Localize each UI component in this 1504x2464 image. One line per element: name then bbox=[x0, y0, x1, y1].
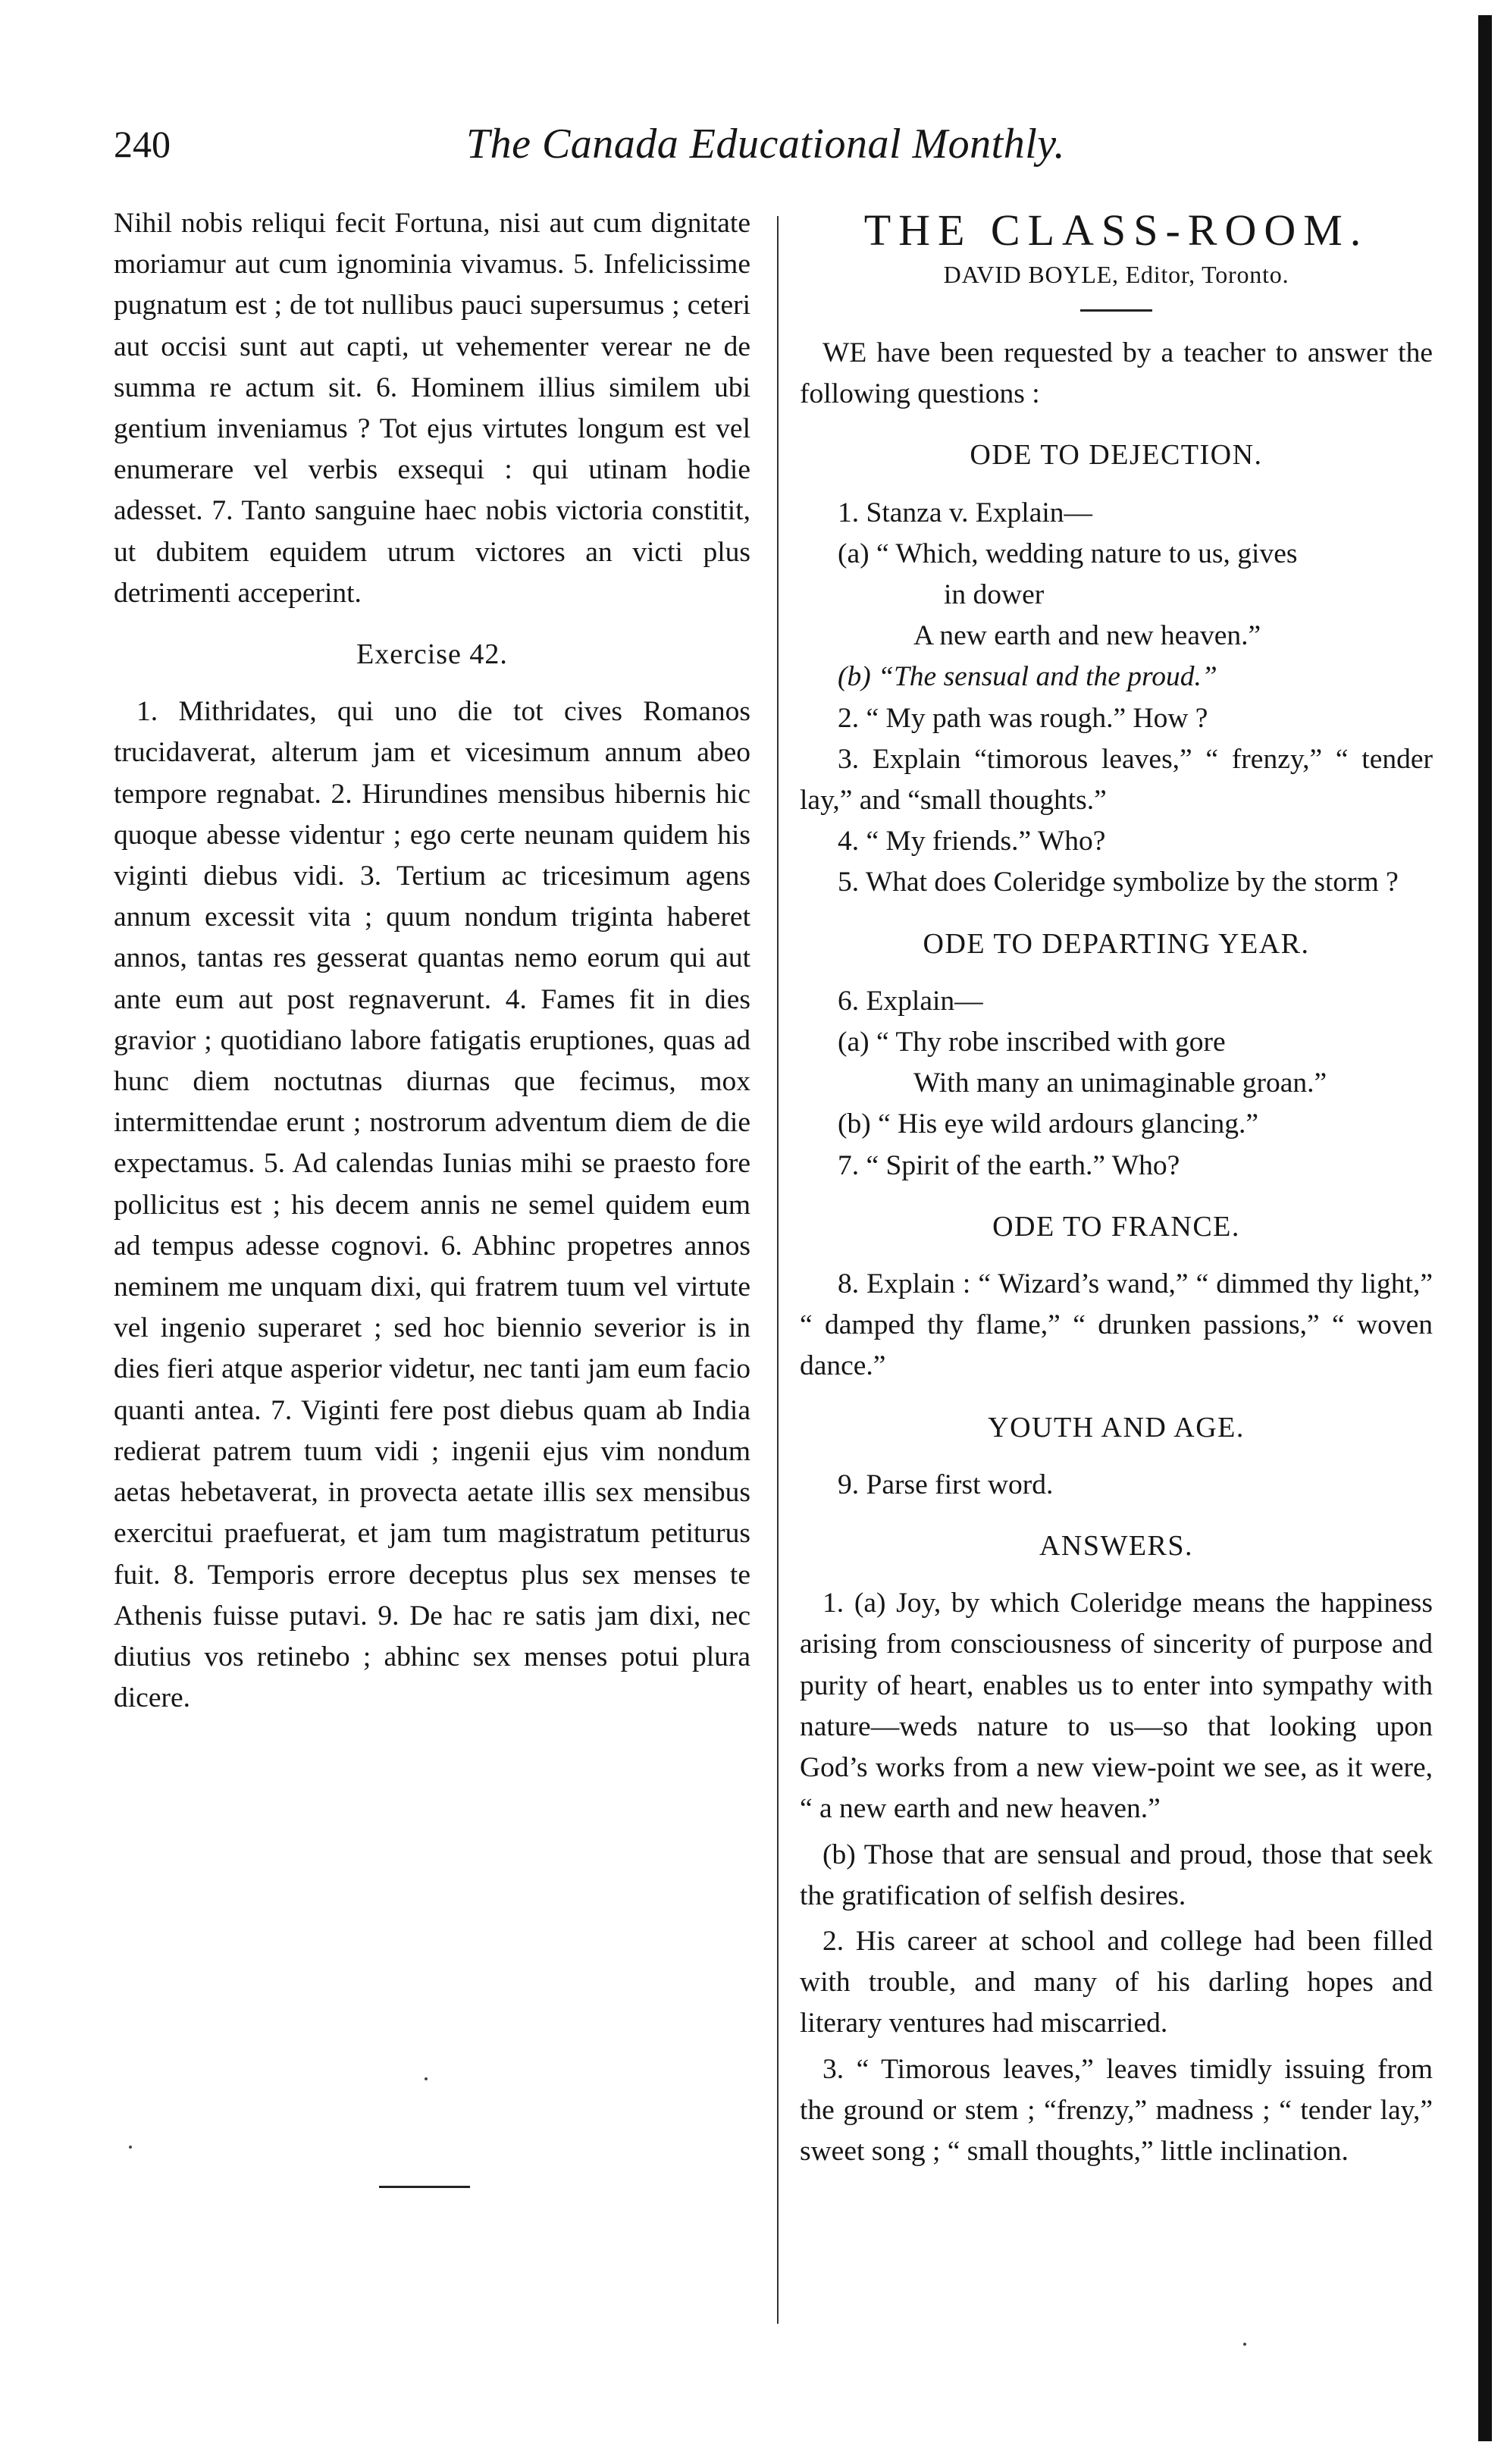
question-1a: (a) “ Which, wedding nature to us, gives bbox=[838, 538, 1298, 569]
page-header bbox=[114, 114, 1418, 174]
exercise-heading: Exercise 42. bbox=[356, 638, 508, 671]
question-4: 4. “ My friends.” Who? bbox=[838, 826, 1106, 857]
print-speck bbox=[425, 2077, 428, 2080]
page-edge-shadow bbox=[1478, 15, 1492, 2441]
left-column bbox=[114, 203, 750, 1719]
page-number: 240 bbox=[114, 123, 171, 165]
question-3: 3. Explain “timorous leaves,” “ frenzy,” “ tender lay,” and “small thoughts.” bbox=[800, 743, 1433, 817]
answer-3: 3. “ Timorous leaves,” leaves timidly issuing from the ground or stem ; “frenzy,” madness ; “ tender lay,” sweet song ; “ small thoughts,” little inclination. bbox=[800, 2053, 1433, 2167]
heading-answers: ANSWERS. bbox=[1039, 1530, 1194, 1563]
intro-paragraph: WE have been requested by a teacher to answer the following questions : bbox=[800, 337, 1433, 410]
print-speck bbox=[129, 2146, 132, 2149]
question-1b: (b) “The sensual and the proud.” bbox=[838, 661, 1217, 693]
end-of-article-rule bbox=[379, 2186, 470, 2188]
question-6: 6. Explain— bbox=[838, 985, 983, 1017]
print-speck bbox=[1243, 2343, 1246, 2346]
heading-ode-to-departing-year: ODE TO DEPARTING YEAR. bbox=[923, 927, 1310, 960]
editor-line: DAVID BOYLE, Editor, Toronto. bbox=[943, 261, 1289, 288]
question-7: 7. “ Spirit of the earth.” Who? bbox=[838, 1149, 1180, 1181]
question-1: 1. Stanza v. Explain— bbox=[838, 497, 1093, 528]
title-rule bbox=[1080, 309, 1152, 312]
question-8: 8. Explain : “ Wizard’s wand,” “ dimmed thy light,” “ damped thy flame,” “ drunken passions,” “ woven dance.” bbox=[800, 1268, 1433, 1382]
heading-ode-to-france: ODE TO FRANCE. bbox=[992, 1210, 1240, 1243]
question-6b: (b) “ His eye wild ardours glancing.” bbox=[838, 1108, 1259, 1140]
question-1a-line2: in dower bbox=[944, 579, 1045, 611]
latin-translation-paragraph: Nihil nobis reliqui fecit Fortuna, nisi aut cum dignitate moriamur aut cum ignominia vivamus. 5. Infelicissime pugnatum est ; de tot nullibus pauci supersumus ; ceteri aut occisi sunt aut capti, ut vehementer verear ne de summa re actum sit. 6. Hominem illius similem ubi gentium inveniamus ? Tot ejus virtutes longum est vel enumerare vel verbis exsequi : qui utinam hodie adesset. 7. Tanto sanguine haec nobis victoria constitit, ut dubitem equidem utrum victores an victi plus detrimenti acceperint. bbox=[114, 208, 750, 609]
heading-ode-to-dejection: ODE TO DEJECTION. bbox=[970, 439, 1263, 472]
answer-1b: (b) Those that are sensual and proud, those that seek the gratification of selfish desires. bbox=[800, 1839, 1433, 1911]
heading-youth-and-age: YOUTH AND AGE. bbox=[988, 1411, 1245, 1444]
column-divider bbox=[777, 216, 779, 2324]
question-1a-line3: A new earth and new heaven.” bbox=[913, 620, 1261, 652]
question-6a-line2: With many an unimaginable groan.” bbox=[913, 1067, 1327, 1099]
question-2: 2. “ My path was rough.” How ? bbox=[838, 702, 1208, 734]
question-5: 5. What does Coleridge symbolize by the storm ? bbox=[838, 867, 1399, 898]
section-title: THE CLASS-ROOM. bbox=[863, 205, 1369, 255]
exercise-42-paragraph: 1. Mithridates, qui uno die tot cives Romanos trucidaverat, alterum jam et vicesimum annum abeo tempore regnabat. 2. Hirundines mensibus hibernis hic quoque abesse videntur ; ego certe neunam quidem his viginti diebus vidi. 3. Tertium ac tricesimum agens annum excessit vita ; quum nondum triginta haberet annos, tantas res gesserat quantas nemo eorum qui aut ante eum aut post regnaverunt. 4. Fames fit in dies gravior ; quotidiano labore fatigatis eruptiones, quas ad hunc diem noctutnas diurnas que fecimus, mox intermittendae erunt ; nostrorum adventum diem de die expectamus. 5. Ad calendas Iunias mihi se praesto fore pollicitus est ; his decem annis ne semel quidem eum ad tempus adesse cognovi. 6. Abhinc propetres annos neminem me unquam dixi, qui fratrem tuum vel virtute vel ingenio superaret ; sed hoc biennio severior is in dies fieri atque asperior videtur, nec tanti jam eum facio quanti antea. 7. Viginti fere post diebus quam ab India redierat patrem tuum vidi ; ingenii ejus vim nondum aetas hebetaverat, in provecta aetate illis sex mensibus exercitui praefuerat, et jam tum magistratum petiturus fuit. 8. Temporis errore deceptus plus sex menses te Athenis fuisse putavi. 9. De hac re satis jam dixi, nec diutius vos retinebo ; abhinc sex menses potui plura dicere. bbox=[114, 696, 750, 1714]
right-column bbox=[800, 203, 1433, 2172]
answer-2: 2. His career at school and college had been filled with trouble, and many of his darling hopes and literary ventures had miscarried. bbox=[800, 1925, 1433, 2039]
question-6a: (a) “ Thy robe inscribed with gore bbox=[838, 1027, 1226, 1058]
running-head: The Canada Educational Monthly. bbox=[465, 121, 1066, 168]
question-9: 9. Parse first word. bbox=[838, 1469, 1054, 1500]
answer-1a: 1. (a) Joy, by which Coleridge means the happiness arising from consciousness of sincerity of purpose and purity of heart, enables us to enter into sympathy with nature—weds nature to us—so that looking upon God’s works from a new view-point we see, as it were, “ a new earth and new heaven.” bbox=[800, 1588, 1433, 1825]
